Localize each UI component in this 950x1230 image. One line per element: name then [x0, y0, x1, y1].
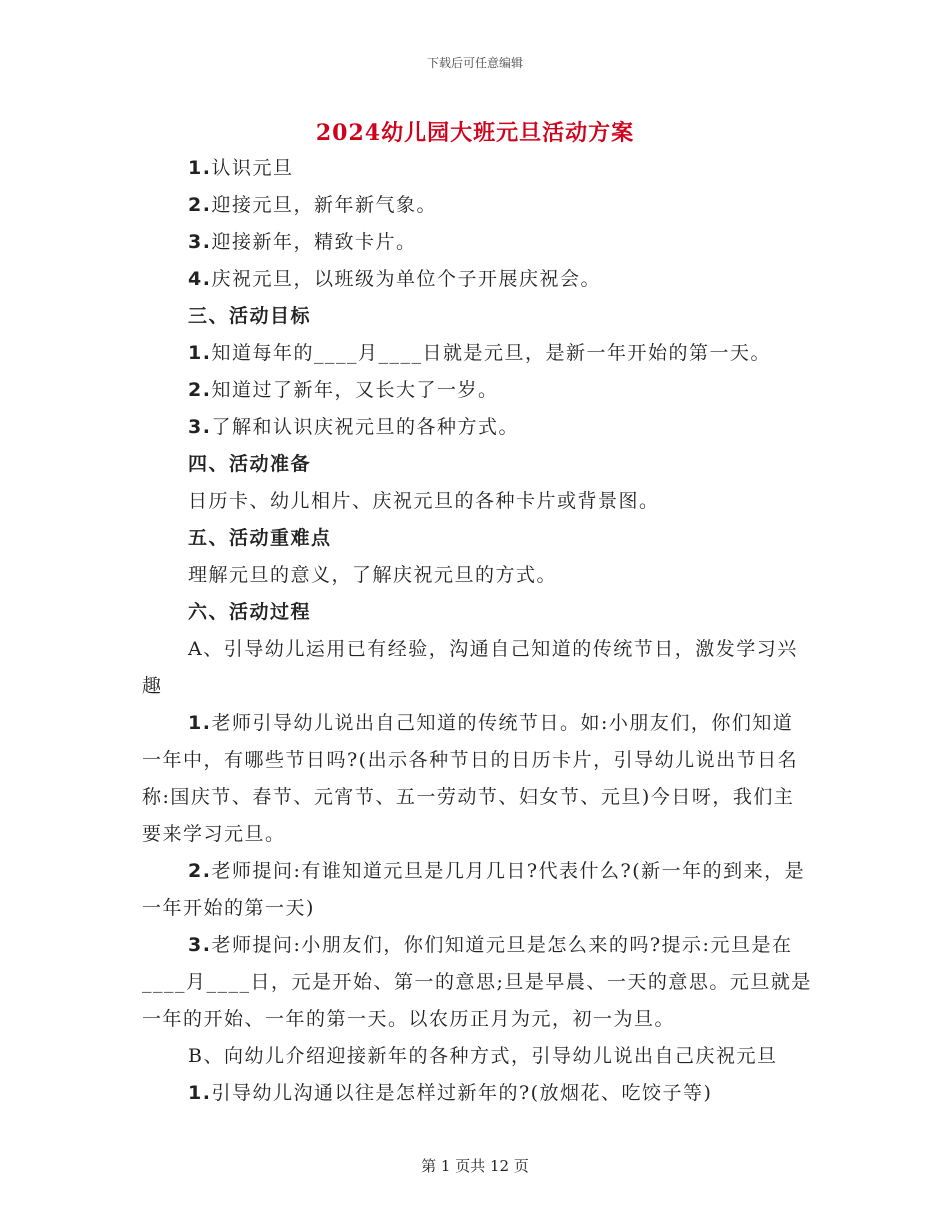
list-item: 2.迎接元旦，新年新气象。 [188, 194, 437, 216]
section-heading: 六、活动过程 [188, 601, 312, 623]
paragraph: 3.老师提问:小朋友们，你们知道元旦是怎么来的吗?提示:元旦是在____月____日，元是开始、第一的意思;旦是早晨、一天的意思。元旦就是一年的开始、一年的第一天。以农历正月为元，初一为旦。 [142, 934, 812, 1030]
list-item: 3.了解和认识庆祝元旦的各种方式。 [188, 416, 519, 438]
list-item: 2.知道过了新年，又长大了一岁。 [188, 379, 499, 401]
paragraph: 理解元旦的意义，了解庆祝元旦的方式。 [188, 564, 558, 586]
section-heading: 四、活动准备 [188, 453, 312, 475]
paragraph: 2.老师提问:有谁知道元旦是几月几日?代表什么?(新一年的到来，是一年开始的第一天) [142, 860, 806, 919]
paragraph: 1.老师引导幼儿说出自己知道的传统节日。如:小朋友们，你们知道一年中，有哪些节日吗?(出示各种节日的日历卡片，引导幼儿说出节日名称:国庆节、春节、元宵节、五一劳动节、妇女节、元旦)今日呀，我们主要来学习元旦。 [142, 712, 799, 845]
list-item: 3.迎接新年，精致卡片。 [188, 231, 417, 253]
section-heading: 三、活动目标 [188, 305, 312, 327]
list-item: 1.引导幼儿沟通以往是怎样过新年的?(放烟花、吃饺子等) [188, 1082, 713, 1104]
list-item: 1.认识元旦 [188, 157, 294, 179]
list-item: 4.庆祝元旦，以班级为单位个子开展庆祝会。 [188, 268, 601, 290]
section-heading: 五、活动重难点 [188, 527, 332, 549]
page-header: 下载后可任意编辑 [426, 56, 523, 70]
paragraph: 日历卡、幼儿相片、庆祝元旦的各种卡片或背景图。 [188, 490, 660, 512]
document-title: 2024幼儿园大班元旦活动方案 [315, 120, 635, 146]
list-item: 1.知道每年的____月____日就是元旦，是新一年开始的第一天。 [188, 342, 771, 364]
paragraph: B、向幼儿介绍迎接新年的各种方式，引导幼儿说出自己庆祝元旦 [188, 1045, 778, 1067]
document-body [142, 150, 812, 1112]
page-footer: 第 1 页共 12 页 [421, 1157, 529, 1175]
paragraph: A、引导幼儿运用已有经验，沟通自己知道的传统节日，激发学习兴趣 [142, 638, 798, 697]
